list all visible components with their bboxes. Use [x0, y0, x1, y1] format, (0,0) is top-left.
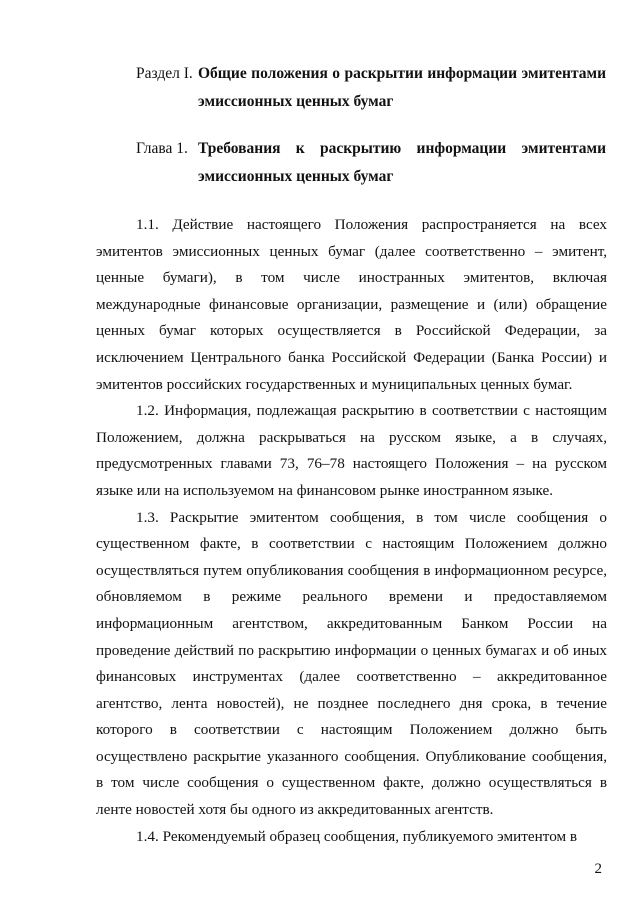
section-label: Раздел I.	[136, 65, 193, 82]
section-title: Общие положения о раскрытии информации эмитентами эмиссионных ценных бумаг	[198, 65, 606, 110]
body-text	[96, 212, 607, 850]
page-number: 2	[594, 861, 602, 877]
chapter-heading	[136, 135, 606, 191]
chapter-label: Глава 1.	[136, 140, 188, 157]
paragraph-1-2: 1.2. Информация, подлежащая раскрытию в соответствии с настоящим Положением, должна раскрываться на русском языке, а в случаях, предусмотренных главами 73, 76–78 настоящего Положения – на русском языке или на используемом на финансовом рынке иностранном языке.	[96, 402, 607, 499]
paragraph-1-4: 1.4. Рекомендуемый образец сообщения, публикуемого эмитентом в	[136, 827, 578, 845]
chapter-title: Требования к раскрытию информации эмитентами эмиссионных ценных бумаг	[198, 140, 606, 185]
section-heading	[136, 60, 606, 116]
paragraph-1-3: 1.3. Раскрытие эмитентом сообщения, в том числе сообщения о существенном факте, в соответствии с настоящим Положением должно осуществляться путем опубликования сообщения в информационном ресурсе, обновляемом в режиме реального времени и предоставляемом информационным агентством, аккредитованным Банком России на проведение действий по раскрытию информации о ценных бумагах и об иных финансовых инструментах (далее соответственно – аккредитованное агентство, лента новостей), не позднее последнего дня срока, в течение которого в соответствии с настоящим Положением должно быть осуществлено раскрытие указанного сообщения. Опубликование сообщения, в том числе сообщения о существенном факте, должно осуществляться в ленте новостей хотя бы одного из аккредитованных агентств.	[96, 508, 607, 819]
paragraph-1-1: 1.1. Действие настоящего Положения распространяется на всех эмитентов эмиссионных ценных бумаг (далее соответственно – эмитент, ценные бумаги), в том числе иностранных эмитентов, включая международные финансовые организации, размещение и (или) обращение ценных бумаг которых осуществляется в Российской Федерации, за исключением Центрального банка Российской Федерации (Банка России) и эмитентов российских государственных и муниципальных ценных бумаг.	[96, 216, 607, 393]
